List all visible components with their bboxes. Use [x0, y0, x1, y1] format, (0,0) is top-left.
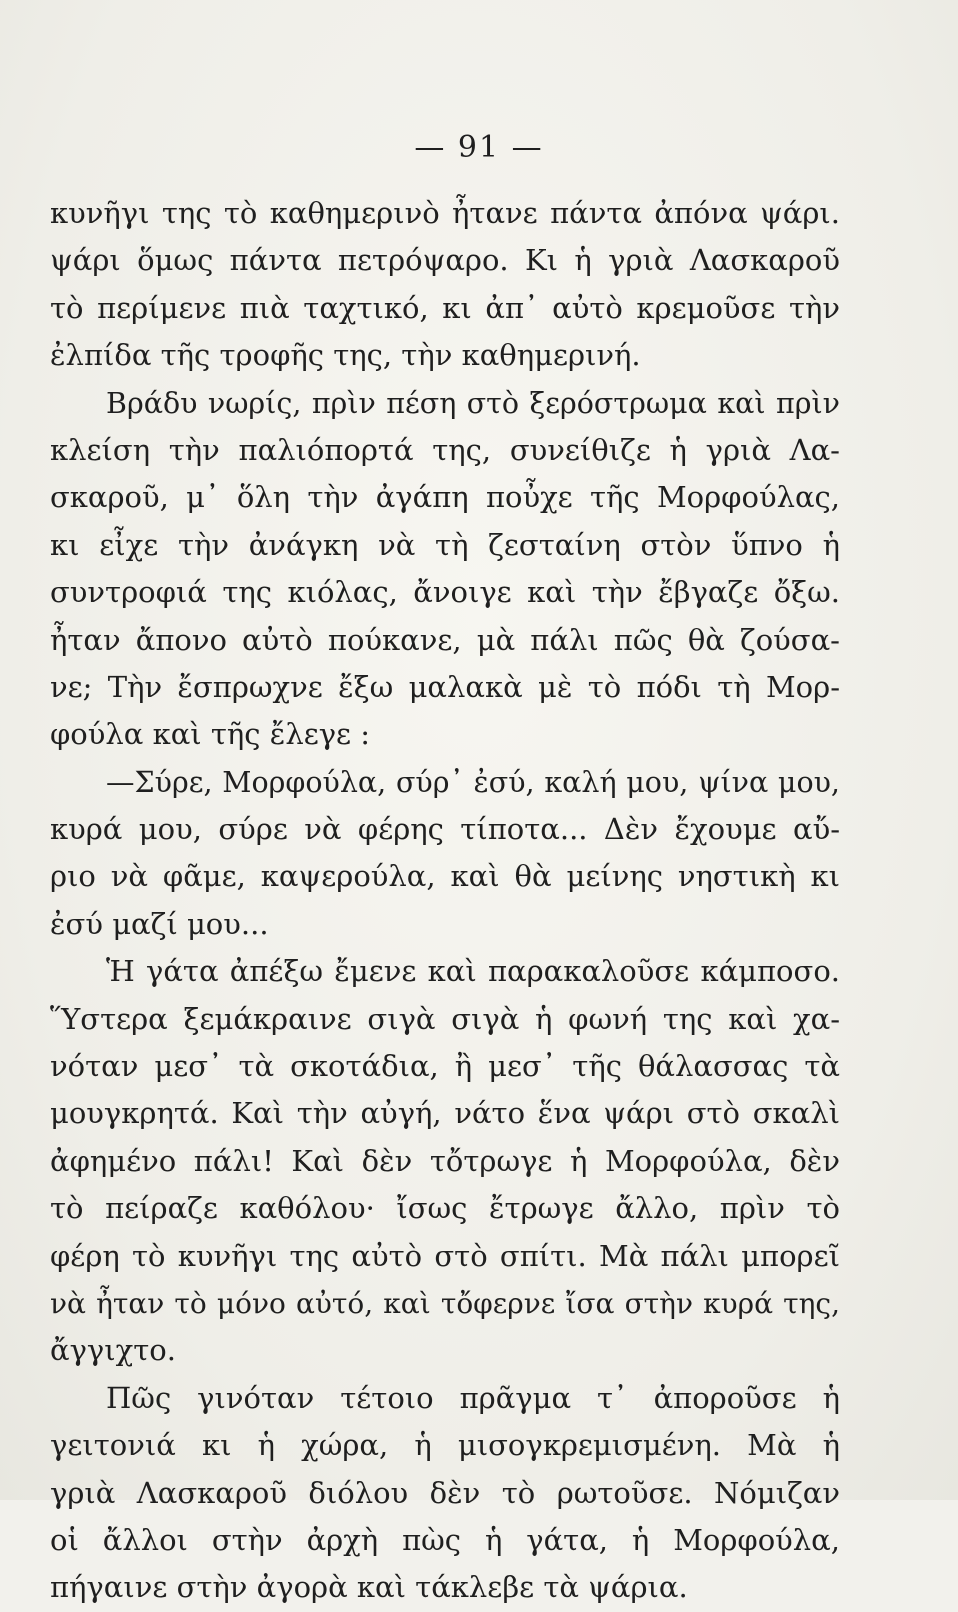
text-line: ἦταν ἄπονο αὐτὸ πούκανε, μὰ πάλι πῶς θὰ ζούσα-	[50, 622, 840, 657]
text-line: κι εἶχε τὴν ἀνάγκη νὰ τὴ ζεσταίνη στὸν ὕπνο ἡ	[50, 527, 840, 562]
text-line: νε; Τὴν ἔσπρωχνε ἔξω μαλακὰ μὲ τὸ πόδι τὴ Μορ-	[50, 669, 840, 704]
text-line: φέρη τὸ κυνῆγι της αὐτὸ στὸ σπίτι. Μὰ πάλι μπορεῖ	[50, 1238, 840, 1273]
text-line: γριὰ Λασκαροῦ διόλου δὲν τὸ ρωτοῦσε. Νόμιζαν	[50, 1475, 840, 1510]
text-line: οἱ ἄλλοι στὴν ἀρχὴ πὼς ἡ γάτα, ἡ Μορφούλα,	[50, 1522, 840, 1557]
text-line: νὰ ἦταν τὸ μόνο αὐτό, καὶ τὄφερνε ἴσα στὴν κυρά της,	[50, 1286, 840, 1320]
text-line: Πῶς γινόταν τέτοιο πρᾶγμα τ᾽ ἀποροῦσε ἡ	[106, 1380, 840, 1415]
text-line: μουγκρητά. Καὶ τὴν αὐγή, νάτο ἕνα ψάρι στὸ σκαλὶ	[50, 1096, 840, 1131]
text-line: ἄγγιχτο.	[50, 1333, 176, 1368]
text-line: ψάρι ὅμως πάντα πετρόψαρο. Κι ἡ γριὰ Λασκαροῦ	[50, 243, 840, 278]
text-line: τὸ περίμενε πιὰ ταχτικό, κι ἀπ᾽ αὐτὸ κρεμοῦσε τὴν	[50, 290, 840, 325]
text-line: τὸ πείραζε καθόλου· ἴσως ἔτρωγε ἄλλο, πρὶν τὸ	[50, 1191, 840, 1226]
text-line: —Σύρε, Μορφούλα, σύρ᾽ ἐσύ, καλή μου, ψίνα μου,	[106, 765, 840, 799]
text-line: ριο νὰ φᾶμε, καψερούλα, καὶ θὰ μείνης νηστικὴ κι	[50, 859, 840, 894]
text-line: ἐλπίδα τῆς τροφῆς της, τὴν καθημερινή.	[50, 338, 641, 373]
text-line: κλείση τὴν παλιόπορτά της, συνείθιζε ἡ γριὰ Λα-	[50, 432, 840, 467]
body-text	[50, 190, 840, 1612]
text-line: κυρά μου, σύρε νὰ φέρης τίποτα... Δὲν ἔχουμε αὔ-	[50, 812, 840, 847]
text-line: Ἡ γάτα ἀπέξω ἔμενε καὶ παρακαλοῦσε κάμποσο.	[106, 954, 840, 989]
text-line: συντροφιά της κιόλας, ἄνοιγε καὶ τὴν ἔβγαζε ὄξω.	[50, 575, 840, 610]
text-line: γειτονιά κι ἡ χώρα, ἡ μισογκρεμισμένη. Μὰ ἡ	[50, 1428, 840, 1463]
page-number: — 91 —	[414, 130, 544, 165]
text-line: ἀφημένο πάλι! Καὶ δὲν τὄτρωγε ἡ Μορφούλα, δὲν	[50, 1143, 840, 1178]
text-line: σκαροῦ, μ᾽ ὅλη τὴν ἀγάπη ποὖχε τῆς Μορφούλας,	[50, 480, 840, 515]
text-line: πήγαινε στὴν ἀγορὰ καὶ τάκλεβε τὰ ψάρια.	[50, 1570, 688, 1605]
text-line: Βράδυ νωρίς, πρὶν πέση στὸ ξερόστρωμα καὶ πρὶν	[106, 386, 840, 420]
text-line: κυνῆγι της τὸ καθημερινὸ ἦτανε πάντα ἀπόνα ψάρι.	[50, 196, 840, 230]
text-line: Ὕστερα ξεμάκραινε σιγὰ σιγὰ ἡ φωνή της καὶ χα-	[50, 1001, 840, 1036]
text-line: ἐσύ μαζί μου...	[50, 906, 269, 941]
text-line: φούλα καὶ τῆς ἔλεγε :	[50, 717, 371, 752]
text-line: νόταν μεσ᾽ τὰ σκοτάδια, ἢ μεσ᾽ τῆς θάλασσας τὰ	[50, 1049, 840, 1084]
